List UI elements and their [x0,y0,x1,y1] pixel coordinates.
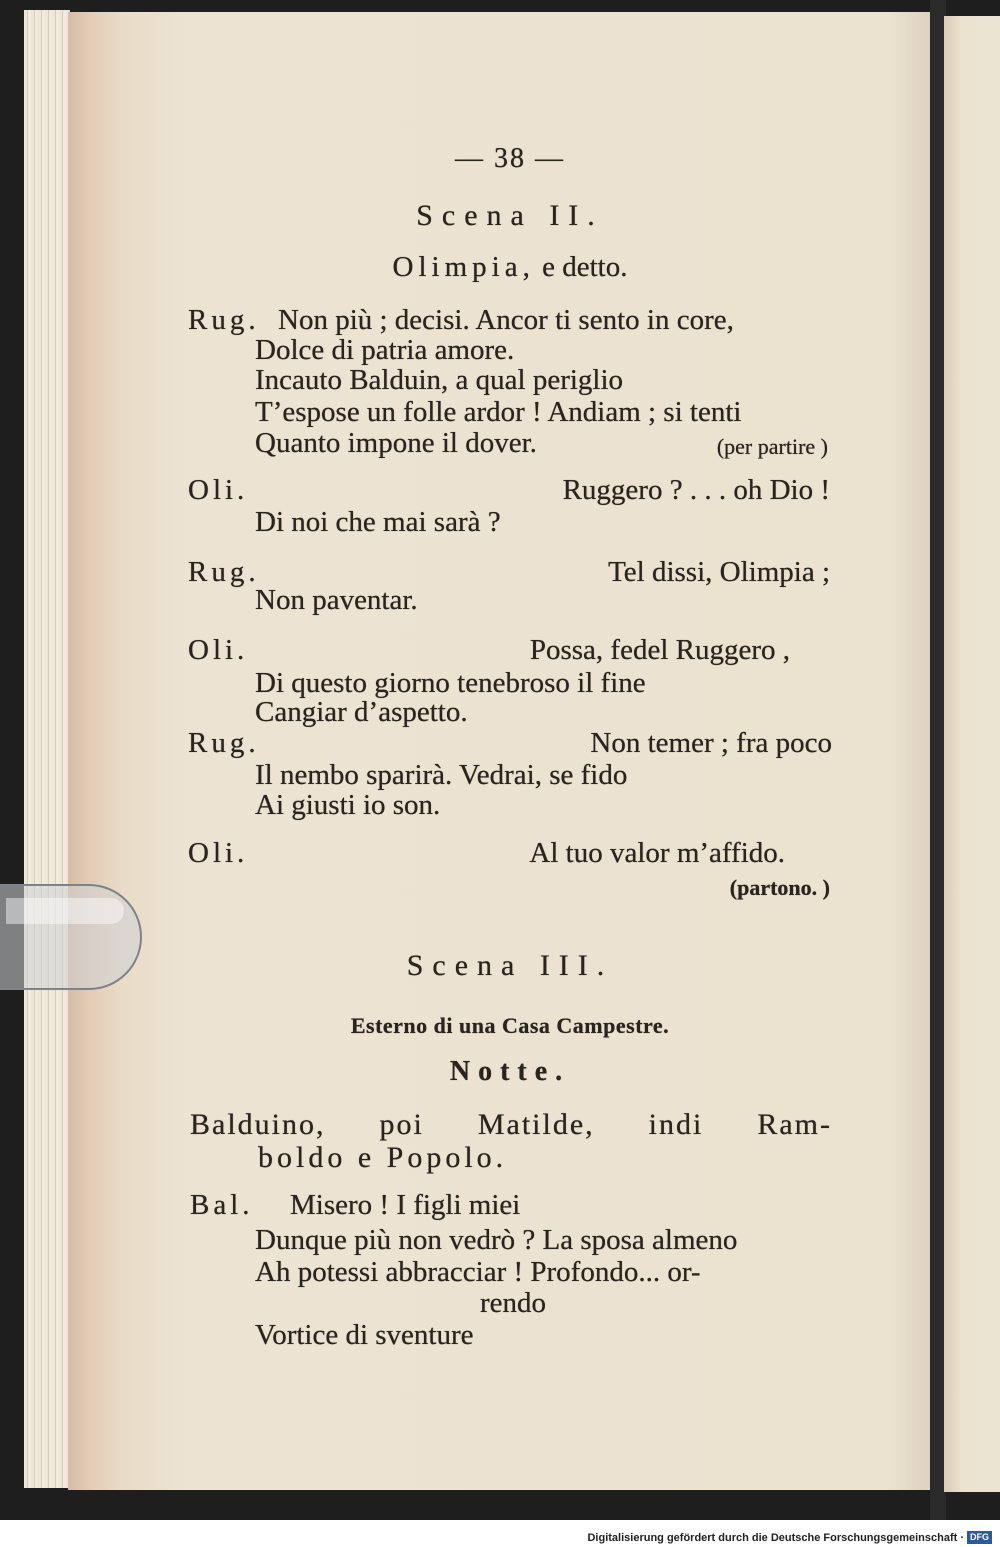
verse-line: Al tuo valor m’affido. [529,837,785,869]
verse-line: Ah potessi abbracciar ! Profondo... or- [255,1256,701,1288]
speaker-label: Oli. [188,837,249,869]
verse-line: Vortice di sventure [255,1319,474,1351]
clip-highlight [6,898,124,924]
verse-line: Possa, fedel Ruggero , [529,634,790,666]
verse-line: Di questo giorno tenebroso il fine [255,667,646,699]
verse-line: Cangiar d’aspetto. [255,696,468,728]
stage-direction: (partono. ) [729,875,830,900]
scene-title: Scena III. [406,949,614,982]
verse-line: Dolce di patria amore. [255,334,515,366]
scene-setting: Esterno di una Casa Campestre. [350,1013,670,1038]
verse-line: Non paventar. [255,584,418,616]
verse-line: Quanto impone il dover. [255,427,537,459]
speaker-label: Rug. [188,556,260,588]
dfg-logo-icon: DFG [967,1531,992,1544]
verse-line: rendo [480,1287,547,1319]
cast-rest: e detto. [542,251,628,283]
scene-cast [260,251,760,283]
speaker-label: Bal. [190,1189,254,1221]
page-edges [24,10,70,1488]
speaker-label: Rug. [188,727,260,759]
verse-line: Dunque più non vedrò ? La sposa almeno [255,1224,738,1256]
verse-line: Misero ! I figli miei [290,1189,521,1221]
facing-page [944,16,1000,1492]
page-clip [0,884,142,990]
verse-line: Il nembo sparirà. Vedrai, se fido [255,759,628,791]
page-number: — 38 — [455,143,565,174]
scene-time: Notte. [449,1056,571,1087]
verse-line: Ai giusti io son. [255,789,441,821]
verse-line: Non più ; decisi. Ancor ti sento in core, [278,304,734,336]
scene-title: Scena II. [416,199,604,232]
verse-line: Incauto Balduin, a qual periglio [255,364,624,396]
cast-name: Olimpia, [392,251,535,283]
verse-line: Ruggero ? . . . oh Dio ! [562,474,830,506]
scene-cast: boldo e Popolo. [258,1141,508,1174]
verse-line: Di noi che mai sarà ? [255,506,501,538]
speaker-label: Oli. [188,634,249,666]
funding-credit: Digitalisierung gefördert durch die Deutsche Forschungsgemeinschaft · [587,1532,964,1544]
speaker-label: Oli. [188,474,249,506]
verse-line: T’espose un folle ardor ! Andiam ; si tenti [255,396,742,428]
stage-direction: (per partire ) [716,434,828,459]
scene-cast: Balduino, poi Matilde, indi Ram- [190,1108,832,1141]
verse-line: Tel dissi, Olimpia ; [608,556,830,588]
speaker-label: Rug. [188,304,260,336]
verse-line: Non temer ; fra poco [590,727,832,759]
